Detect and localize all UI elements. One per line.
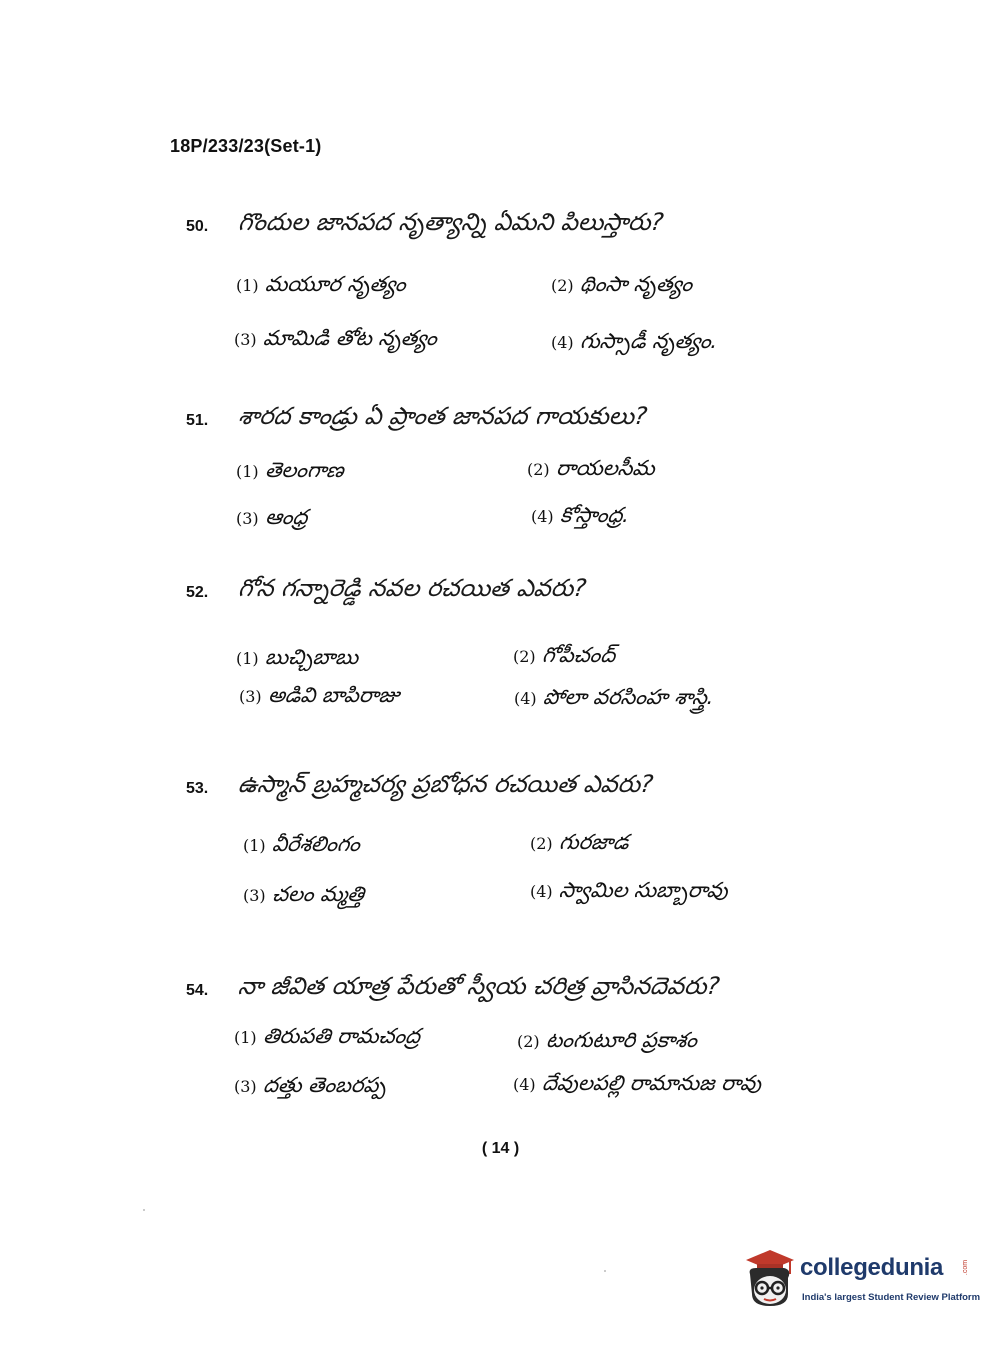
option-50-4: (4) గుస్సాడీ నృత్యం. <box>551 329 719 353</box>
option-50-3: (3) మామిడి తోట నృత్యం <box>234 326 438 350</box>
student-mascot-icon <box>740 1246 798 1312</box>
question-text: గొందుల జానపద నృత్యాన్ని ఏమని పిలుస్తారు? <box>236 208 665 236</box>
option-50-2: (2) థింసా నృత్యం <box>551 272 694 296</box>
option-51-4: (4) కోస్తాంధ్ర. <box>531 503 631 527</box>
collegedunia-logo <box>740 1246 981 1316</box>
question-number: 53. <box>186 780 209 797</box>
option-54-2: (2) టంగుటూరి ప్రకాశం <box>517 1028 699 1052</box>
option-52-2: (2) గోపీచంద్ <box>513 643 617 667</box>
scan-speck <box>143 1209 145 1211</box>
question-text: శారద కాండ్రు ఏ ప్రాంత జానపద గాయకులు? <box>236 402 649 430</box>
question-number: 52. <box>186 584 209 601</box>
option-52-4: (4) పోలా వరసింహ శాస్త్రి. <box>514 685 715 709</box>
option-52-3: (3) అడివి బాపిరాజు <box>239 683 400 707</box>
option-52-1: (1) బుచ్చిబాబు <box>236 645 360 669</box>
option-53-4: (4) స్వామిల సుబ్బారావు <box>530 878 729 902</box>
option-53-2: (2) గురజాడ <box>530 830 630 854</box>
option-53-3: (3) చలం మ్మత్తి <box>243 882 365 906</box>
logo-tagline: India's largest Student Review Platform <box>802 1292 981 1303</box>
question-number: 50. <box>186 218 209 235</box>
logo-suffix: .com <box>962 1259 970 1276</box>
option-51-1: (1) తెలంగాణ <box>236 458 345 482</box>
question-number: 51. <box>186 412 209 429</box>
question-text: గోన గన్నారెడ్డి నవల రచయిత ఎవరు? <box>236 574 588 602</box>
option-51-2: (2) రాయలసీమ <box>527 456 656 480</box>
option-51-3: (3) ఆంధ్ర <box>236 505 309 529</box>
logo-wordmark: collegedunia <box>800 1254 944 1281</box>
question-text: నా జీవిత యాత్ర పేరుతో స్వీయ చరిత్ర వ్రాసినదెవరు? <box>236 972 722 1000</box>
option-54-4: (4) దేవులపల్లి రామానుజ రావు <box>513 1071 763 1095</box>
paper-code: 18P/233/23(Set-1) <box>170 136 322 156</box>
option-54-1: (1) తిరుపతి రామచంద్ర <box>234 1024 422 1048</box>
page-number: ( 14 ) <box>481 1140 520 1157</box>
question-text: ఉస్మాన్ బ్రహ్మచర్య ప్రబోధన రచయిత ఎవరు? <box>236 770 655 798</box>
option-50-1: (1) మయూర నృత్యం <box>236 272 407 296</box>
option-54-3: (3) దత్తు తెంబరప్ప <box>234 1073 388 1097</box>
question-number: 54. <box>186 982 209 999</box>
option-53-1: (1) వీరేశలింగం <box>243 832 361 856</box>
scan-speck <box>604 1270 606 1272</box>
